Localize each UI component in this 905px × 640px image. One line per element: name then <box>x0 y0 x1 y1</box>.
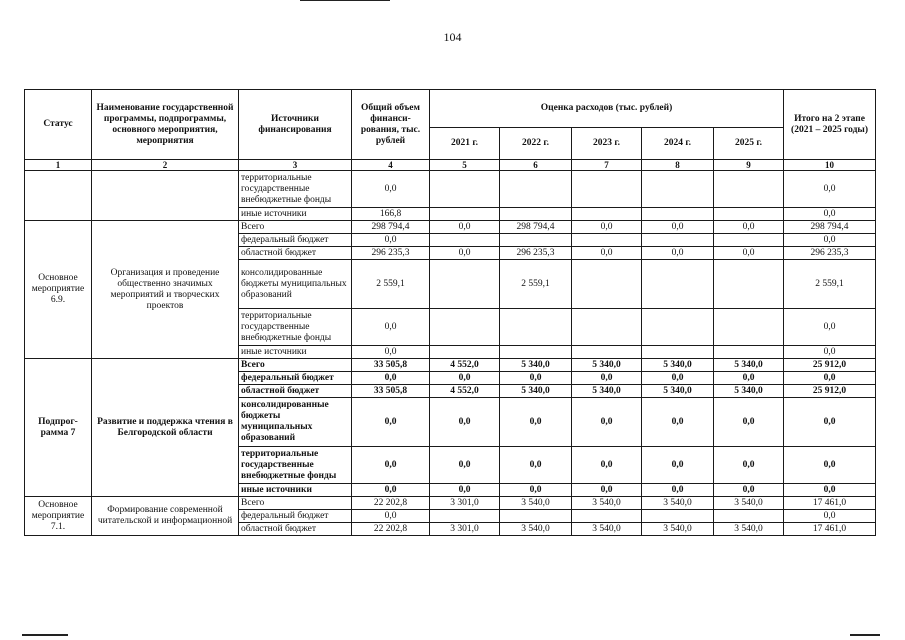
value-cell: 0,0 <box>572 447 642 484</box>
value-cell: 0,0 <box>642 447 714 484</box>
value-cell: 22 202,8 <box>352 497 430 510</box>
value-cell: 3 301,0 <box>430 497 500 510</box>
value-cell: 2 559,1 <box>352 260 430 309</box>
table-row <box>25 221 876 234</box>
value-cell <box>430 208 500 221</box>
value-cell: 0,0 <box>714 447 784 484</box>
value-cell: 0,0 <box>714 372 784 385</box>
value-cell: 298 794,4 <box>500 221 572 234</box>
value-cell: 0,0 <box>572 398 642 447</box>
value-cell <box>714 208 784 221</box>
status-cell <box>25 171 92 221</box>
value-cell: 5 340,0 <box>572 359 642 372</box>
value-cell: 0,0 <box>430 221 500 234</box>
value-cell: 2 559,1 <box>500 260 572 309</box>
value-cell: 0,0 <box>572 484 642 497</box>
source-cell: территориальные государственные внебюджетные фонды <box>239 309 352 346</box>
scan-artifact-top-line <box>300 0 390 1</box>
value-cell: 298 794,4 <box>784 221 876 234</box>
value-cell: 22 202,8 <box>352 523 430 536</box>
value-cell: 0,0 <box>352 372 430 385</box>
value-cell <box>714 234 784 247</box>
value-cell: 5 340,0 <box>572 385 642 398</box>
column-number: 1 <box>25 160 92 171</box>
value-cell: 3 540,0 <box>500 497 572 510</box>
table-row <box>25 359 876 372</box>
value-cell: 25 912,0 <box>784 359 876 372</box>
value-cell <box>642 510 714 523</box>
value-cell: 3 540,0 <box>572 523 642 536</box>
source-cell: федеральный бюджет <box>239 234 352 247</box>
value-cell: 0,0 <box>430 447 500 484</box>
source-cell: Всего <box>239 359 352 372</box>
value-cell: 0,0 <box>352 484 430 497</box>
table-row <box>25 497 876 510</box>
value-cell: 0,0 <box>642 484 714 497</box>
value-cell: 5 340,0 <box>714 359 784 372</box>
value-cell: 3 540,0 <box>642 497 714 510</box>
value-cell: 3 540,0 <box>714 497 784 510</box>
value-cell: 0,0 <box>784 484 876 497</box>
header-itogo: Итого на 2 этапе (2021 – 2025 годы) <box>784 90 876 160</box>
page-number: 104 <box>443 30 462 44</box>
value-cell: 0,0 <box>572 247 642 260</box>
column-number: 6 <box>500 160 572 171</box>
value-cell <box>714 346 784 359</box>
column-number: 3 <box>239 160 352 171</box>
source-cell: федеральный бюджет <box>239 372 352 385</box>
source-cell: Всего <box>239 221 352 234</box>
value-cell: 0,0 <box>714 221 784 234</box>
header-year: 2021 г. <box>430 128 500 160</box>
value-cell <box>642 208 714 221</box>
header-year: 2024 г. <box>642 128 714 160</box>
source-cell: областной бюджет <box>239 385 352 398</box>
value-cell <box>642 309 714 346</box>
name-cell: Формирование современной читательской и информационной <box>92 497 239 536</box>
value-cell: 5 340,0 <box>500 385 572 398</box>
value-cell: 0,0 <box>784 234 876 247</box>
source-cell: иные источники <box>239 346 352 359</box>
value-cell <box>714 171 784 208</box>
table-body <box>25 171 876 536</box>
status-cell: Основное мероприятие 7.1. <box>25 497 92 536</box>
value-cell: 0,0 <box>784 372 876 385</box>
header-estimate: Оценка расходов (тыс. рублей) <box>430 90 784 128</box>
status-cell: Подпрог-рамма 7 <box>25 359 92 497</box>
status-cell: Основное мероприятие 6.9. <box>25 221 92 359</box>
column-number: 4 <box>352 160 430 171</box>
value-cell: 0,0 <box>714 484 784 497</box>
value-cell: 0,0 <box>784 346 876 359</box>
column-number: 9 <box>714 160 784 171</box>
value-cell: 0,0 <box>642 398 714 447</box>
value-cell: 17 461,0 <box>784 497 876 510</box>
value-cell: 0,0 <box>784 309 876 346</box>
value-cell: 3 540,0 <box>572 497 642 510</box>
name-cell <box>92 171 239 221</box>
value-cell: 0,0 <box>572 372 642 385</box>
value-cell: 0,0 <box>500 447 572 484</box>
value-cell <box>642 171 714 208</box>
value-cell <box>714 309 784 346</box>
value-cell: 33 505,8 <box>352 385 430 398</box>
value-cell: 3 540,0 <box>642 523 714 536</box>
value-cell: 0,0 <box>430 398 500 447</box>
value-cell <box>500 510 572 523</box>
value-cell: 166,8 <box>352 208 430 221</box>
value-cell <box>714 260 784 309</box>
scan-artifact-bottom-line <box>850 634 880 636</box>
value-cell <box>500 346 572 359</box>
value-cell: 5 340,0 <box>500 359 572 372</box>
value-cell: 0,0 <box>430 247 500 260</box>
value-cell: 5 340,0 <box>642 359 714 372</box>
source-cell: федеральный бюджет <box>239 510 352 523</box>
value-cell <box>430 309 500 346</box>
column-number: 10 <box>784 160 876 171</box>
value-cell: 4 552,0 <box>430 359 500 372</box>
header-year: 2023 г. <box>572 128 642 160</box>
value-cell: 3 540,0 <box>714 523 784 536</box>
column-number: 2 <box>92 160 239 171</box>
scan-artifact-bottom-line <box>22 634 68 636</box>
value-cell: 0,0 <box>500 372 572 385</box>
value-cell: 0,0 <box>572 221 642 234</box>
header-year: 2025 г. <box>714 128 784 160</box>
value-cell: 0,0 <box>784 510 876 523</box>
value-cell <box>642 234 714 247</box>
value-cell: 4 552,0 <box>430 385 500 398</box>
value-cell <box>430 346 500 359</box>
value-cell <box>430 260 500 309</box>
value-cell <box>642 346 714 359</box>
value-cell: 0,0 <box>352 234 430 247</box>
value-cell: 0,0 <box>714 247 784 260</box>
value-cell <box>500 309 572 346</box>
value-cell: 5 340,0 <box>714 385 784 398</box>
source-cell: консолидированные бюджеты муниципальных образований <box>239 398 352 447</box>
source-cell: иные источники <box>239 484 352 497</box>
source-cell: областной бюджет <box>239 523 352 536</box>
column-number: 5 <box>430 160 500 171</box>
value-cell <box>430 171 500 208</box>
value-cell: 0,0 <box>430 372 500 385</box>
budget-table <box>24 89 876 536</box>
header-total-volume: Общий объем финанси-рования, тыс. рублей <box>352 90 430 160</box>
value-cell <box>714 510 784 523</box>
value-cell: 25 912,0 <box>784 385 876 398</box>
value-cell <box>642 260 714 309</box>
value-cell: 5 340,0 <box>642 385 714 398</box>
value-cell: 296 235,3 <box>352 247 430 260</box>
source-cell: Всего <box>239 497 352 510</box>
value-cell: 2 559,1 <box>784 260 876 309</box>
value-cell: 0,0 <box>642 372 714 385</box>
value-cell: 0,0 <box>430 484 500 497</box>
value-cell <box>572 309 642 346</box>
column-number: 7 <box>572 160 642 171</box>
value-cell <box>572 208 642 221</box>
value-cell <box>500 208 572 221</box>
source-cell: территориальные государственные внебюджетные фонды <box>239 447 352 484</box>
header-status: Статус <box>25 90 92 160</box>
value-cell: 296 235,3 <box>500 247 572 260</box>
value-cell: 0,0 <box>352 346 430 359</box>
value-cell: 0,0 <box>784 398 876 447</box>
value-cell <box>500 234 572 247</box>
value-cell: 296 235,3 <box>784 247 876 260</box>
value-cell <box>500 171 572 208</box>
source-cell: территориальные государственные внебюджетные фонды <box>239 171 352 208</box>
value-cell <box>572 234 642 247</box>
name-cell: Организация и проведение общественно значимых мероприятий и творческих проектов <box>92 221 239 359</box>
value-cell: 0,0 <box>500 398 572 447</box>
value-cell: 0,0 <box>352 309 430 346</box>
value-cell <box>572 346 642 359</box>
value-cell: 0,0 <box>714 398 784 447</box>
source-cell: консолидированные бюджеты муниципальных образований <box>239 260 352 309</box>
header-year: 2022 г. <box>500 128 572 160</box>
value-cell: 0,0 <box>784 208 876 221</box>
source-cell: иные источники <box>239 208 352 221</box>
value-cell: 0,0 <box>352 510 430 523</box>
value-cell <box>572 171 642 208</box>
value-cell <box>572 510 642 523</box>
value-cell: 3 540,0 <box>500 523 572 536</box>
value-cell: 0,0 <box>784 447 876 484</box>
value-cell: 0,0 <box>500 484 572 497</box>
header-source: Источники финансирования <box>239 90 352 160</box>
value-cell: 3 301,0 <box>430 523 500 536</box>
column-number: 8 <box>642 160 714 171</box>
value-cell: 0,0 <box>784 171 876 208</box>
value-cell: 0,0 <box>642 221 714 234</box>
value-cell <box>430 234 500 247</box>
value-cell: 298 794,4 <box>352 221 430 234</box>
value-cell: 0,0 <box>642 247 714 260</box>
table-row <box>25 171 876 208</box>
value-cell: 0,0 <box>352 447 430 484</box>
value-cell: 33 505,8 <box>352 359 430 372</box>
value-cell: 17 461,0 <box>784 523 876 536</box>
name-cell: Развитие и поддержка чтения в Белгородской области <box>92 359 239 497</box>
value-cell: 0,0 <box>352 398 430 447</box>
source-cell: областной бюджет <box>239 247 352 260</box>
value-cell <box>572 260 642 309</box>
value-cell <box>430 510 500 523</box>
header-name: Наименование государственной программы, подпрограммы, основного мероприятия, мероприятия <box>92 90 239 160</box>
value-cell: 0,0 <box>352 171 430 208</box>
